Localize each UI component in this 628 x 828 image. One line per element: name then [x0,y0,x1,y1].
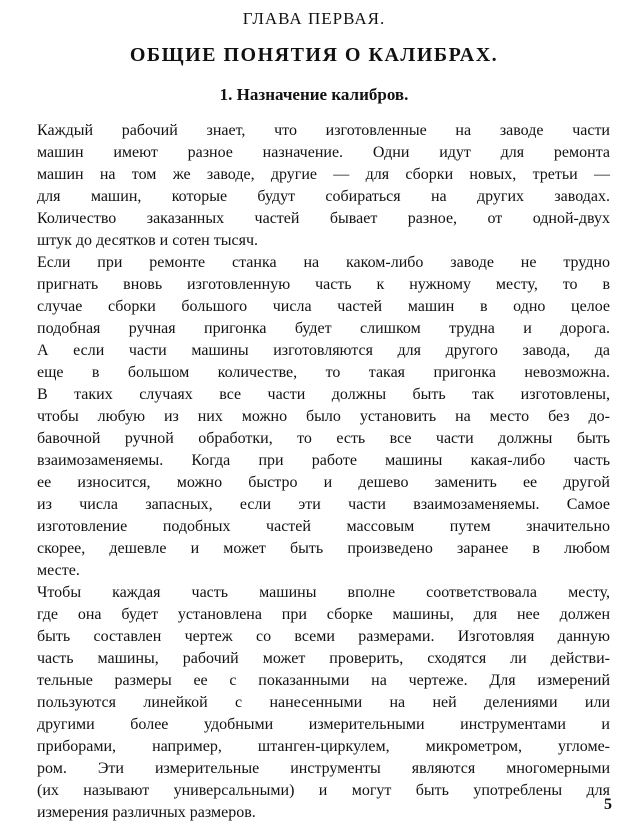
chapter-heading: ГЛАВА ПЕРВАЯ. [242,9,386,28]
section-heading: 1. Назначение калибров. [219,85,409,104]
page-number: 5 [604,796,612,813]
text-line: взаимозаменяемы. Когда при работе машины какая-либо часть [37,452,610,469]
text-line: ром. Эти измерительные инструменты являются многомерными [37,760,610,777]
text-line: чтобы любую из них можно было установить на место без до- [37,408,610,425]
text-line: еще в большом количестве, то такая пригонка невозможна. [37,364,610,381]
text-line: измерения различных размеров. [37,804,256,821]
text-line: другими более удобными измерительными инструментами и [37,716,610,733]
text-line: штук до десятков и сотен тысяч. [37,232,258,249]
text-line: машин имеют разное назначение. Одни идут для ремонта [37,144,610,161]
text-line: случае сборки большого числа частей машин в одно целое [37,298,610,315]
text-line: изготовление подобных частей массовым путем значительно [37,518,610,535]
text-line: месте. [37,562,80,579]
text-line: Чтобы каждая часть машины вполне соответствовала месту, [37,584,610,601]
text-line: (их называют универсальными) и могут быть употреблены для [37,782,610,799]
text-line: тельные размеры ее с показанными на чертеже. Для измерений [37,672,610,689]
body-text [37,120,610,824]
text-line: Если при ремонте станка на каком-либо заводе не трудно [37,254,610,271]
text-line: скорее, дешевле и может быть произведено заранее в любом [37,540,610,557]
text-line: часть машины, рабочий может проверить, сходятся ли действи- [37,650,610,667]
text-line: быть составлен чертеж со всеми размерами. Изготовляя данную [37,628,610,645]
text-line: Каждый рабочий знает, что изготовленные на заводе части [37,122,610,139]
text-line: для машин, которые будут собираться на других заводах. [37,188,610,205]
text-line: машин на том же заводе, другие — для сборки новых, третьи — [37,166,610,183]
text-line: Количество заказанных частей бывает разное, от одной-двух [37,210,610,227]
text-line: подобная ручная пригонка будет слишком трудна и дорога. [37,320,610,337]
text-line: ее износится, можно быстро и дешево заменить ее другой [37,474,610,491]
text-line: бавочной ручной обработки, то есть все части должны быть [37,430,610,447]
text-line: пользуются линейкой с нанесенными на ней делениями или [37,694,610,711]
text-line: В таких случаях все части должны быть так изготовлены, [37,386,610,403]
text-line: из числа запасных, если эти части взаимозаменяемы. Самое [37,496,610,513]
text-line: пригнать вновь изготовленную часть к нужному месту, то в [37,276,610,293]
chapter-title: ОБЩИЕ ПОНЯТИЯ О КАЛИБРАХ. [129,44,499,66]
text-line: А если части машины изготовляются для другого завода, да [37,342,610,359]
text-line: приборами, например, штанген-циркулем, микрометром, угломе- [37,738,610,755]
text-line: где она будет установлена при сборке машины, для нее должен [37,606,610,623]
